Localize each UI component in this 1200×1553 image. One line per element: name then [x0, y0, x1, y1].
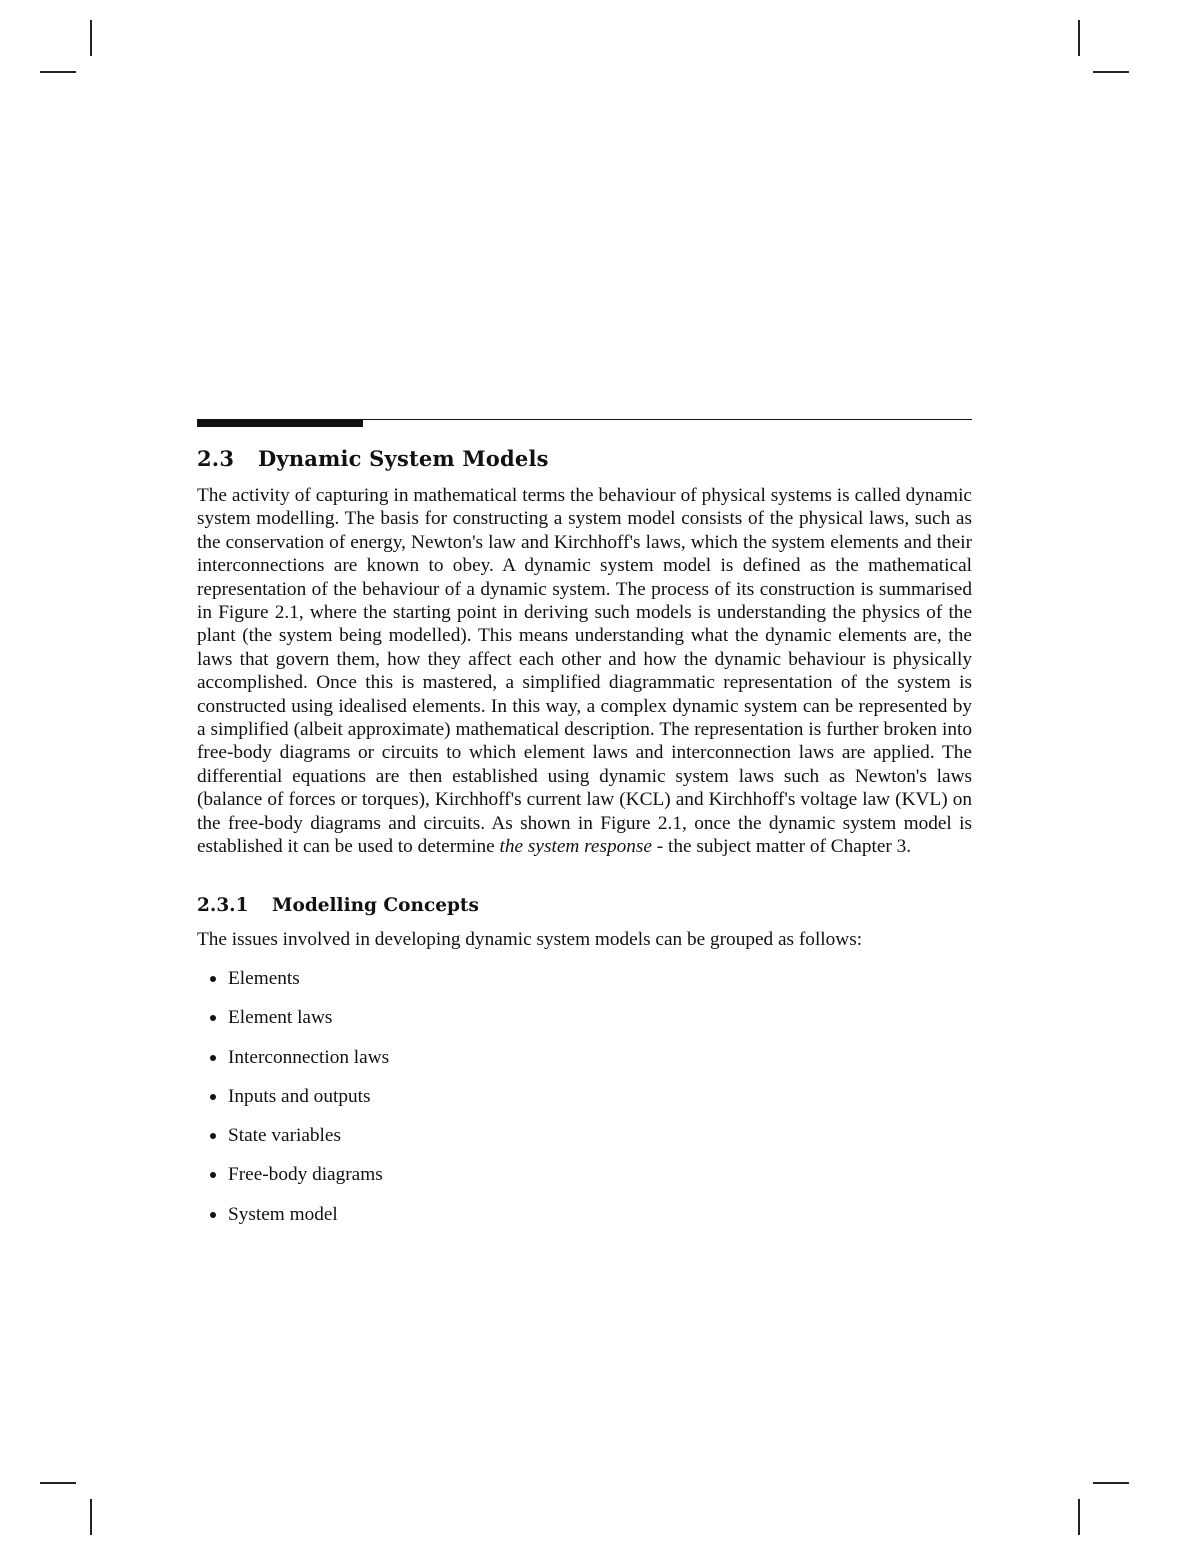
- crop-mark-top-left-vertical: [90, 20, 92, 56]
- crop-mark-bottom-right-vertical: [1078, 1499, 1080, 1535]
- list-item-text: Element laws: [228, 1007, 333, 1029]
- bullet-icon: [210, 1055, 216, 1061]
- list-item: [197, 1046, 972, 1085]
- list-item-text: Interconnection laws: [228, 1046, 390, 1068]
- crop-mark-top-right-vertical: [1078, 20, 1080, 56]
- bullet-icon: [210, 1015, 216, 1021]
- bullet-icon: [210, 1133, 216, 1139]
- intro-emphasis: the system response: [499, 836, 652, 858]
- bullet-icon: [210, 976, 216, 982]
- list-item: [197, 1006, 972, 1045]
- section-title: Dynamic System Models: [258, 446, 549, 471]
- list-item: [197, 1085, 972, 1124]
- list-item-text: Elements: [228, 967, 300, 989]
- list-item: [197, 1124, 972, 1163]
- crop-mark-bottom-left-horizontal: [40, 1482, 76, 1484]
- section-rule-accent: [197, 420, 363, 427]
- subsection-number: 2.3.1: [197, 894, 249, 916]
- intro-text-end: - the subject matter of Chapter 3.: [651, 836, 912, 858]
- crop-mark-bottom-left-vertical: [90, 1499, 92, 1535]
- list-item: [197, 967, 972, 1006]
- list-item-text: State variables: [228, 1125, 341, 1147]
- subsection-title: Modelling Concepts: [272, 894, 479, 916]
- section-heading: [197, 444, 972, 474]
- list-item-text: Free-body diagrams: [228, 1164, 383, 1186]
- list-item-text: System model: [228, 1203, 338, 1225]
- bullet-icon: [210, 1212, 216, 1218]
- list-item: [197, 1163, 972, 1202]
- page-body: [197, 444, 972, 1242]
- list-item-text: Inputs and outputs: [228, 1085, 371, 1107]
- subsection-heading: [197, 892, 972, 920]
- crop-mark-top-right-horizontal: [1093, 71, 1129, 73]
- bullet-icon: [210, 1094, 216, 1100]
- intro-text: The activity of capturing in mathematical terms the behaviour of physical systems is called dynamic system modelling. The basis for constructing a system model consists of the physical laws, such as the conservation of energy, Newton's law and Kirchhoff's laws, which the system elements and their interconnections are known to obey. A dynamic system model is defined as the mathematical representation of the behaviour of a dynamic system. The process of its construction is summarised in Figure 2.1, where the starting point in deriving such models is understanding the physics of the plant (the system being modelled). This means understanding what the dynamic elements are, the laws that govern them, how they affect each other and how the dynamic behaviour is physically accomplished. Once this is mastered, a simplified diagrammatic representation of the system is constructed using idealised elements. In this way, a complex dynamic system can be represented by a simplified (albeit approximate) mathematical description. The representation is further broken into free-body diagrams or circuits to which element laws and interconnection laws are applied. The differential equations are then established using dynamic system laws such as Newton's laws (balance of forces or torques), Kirchhoff's current law (KCL) and Kirchhoff's voltage law (KVL) on the free-body diagrams and circuits. As shown in Figure 2.1, once the dynamic system model is established it can be used to determine: [197, 485, 972, 858]
- section-number: 2.3: [197, 446, 235, 471]
- intro-paragraph: [197, 484, 972, 859]
- crop-mark-bottom-right-horizontal: [1093, 1482, 1129, 1484]
- bullet-icon: [210, 1172, 216, 1178]
- subsection-intro: The issues involved in developing dynamic system models can be grouped as follows:: [197, 928, 863, 950]
- issues-list: [197, 967, 972, 1242]
- crop-mark-top-left-horizontal: [40, 71, 76, 73]
- list-item: [197, 1203, 972, 1242]
